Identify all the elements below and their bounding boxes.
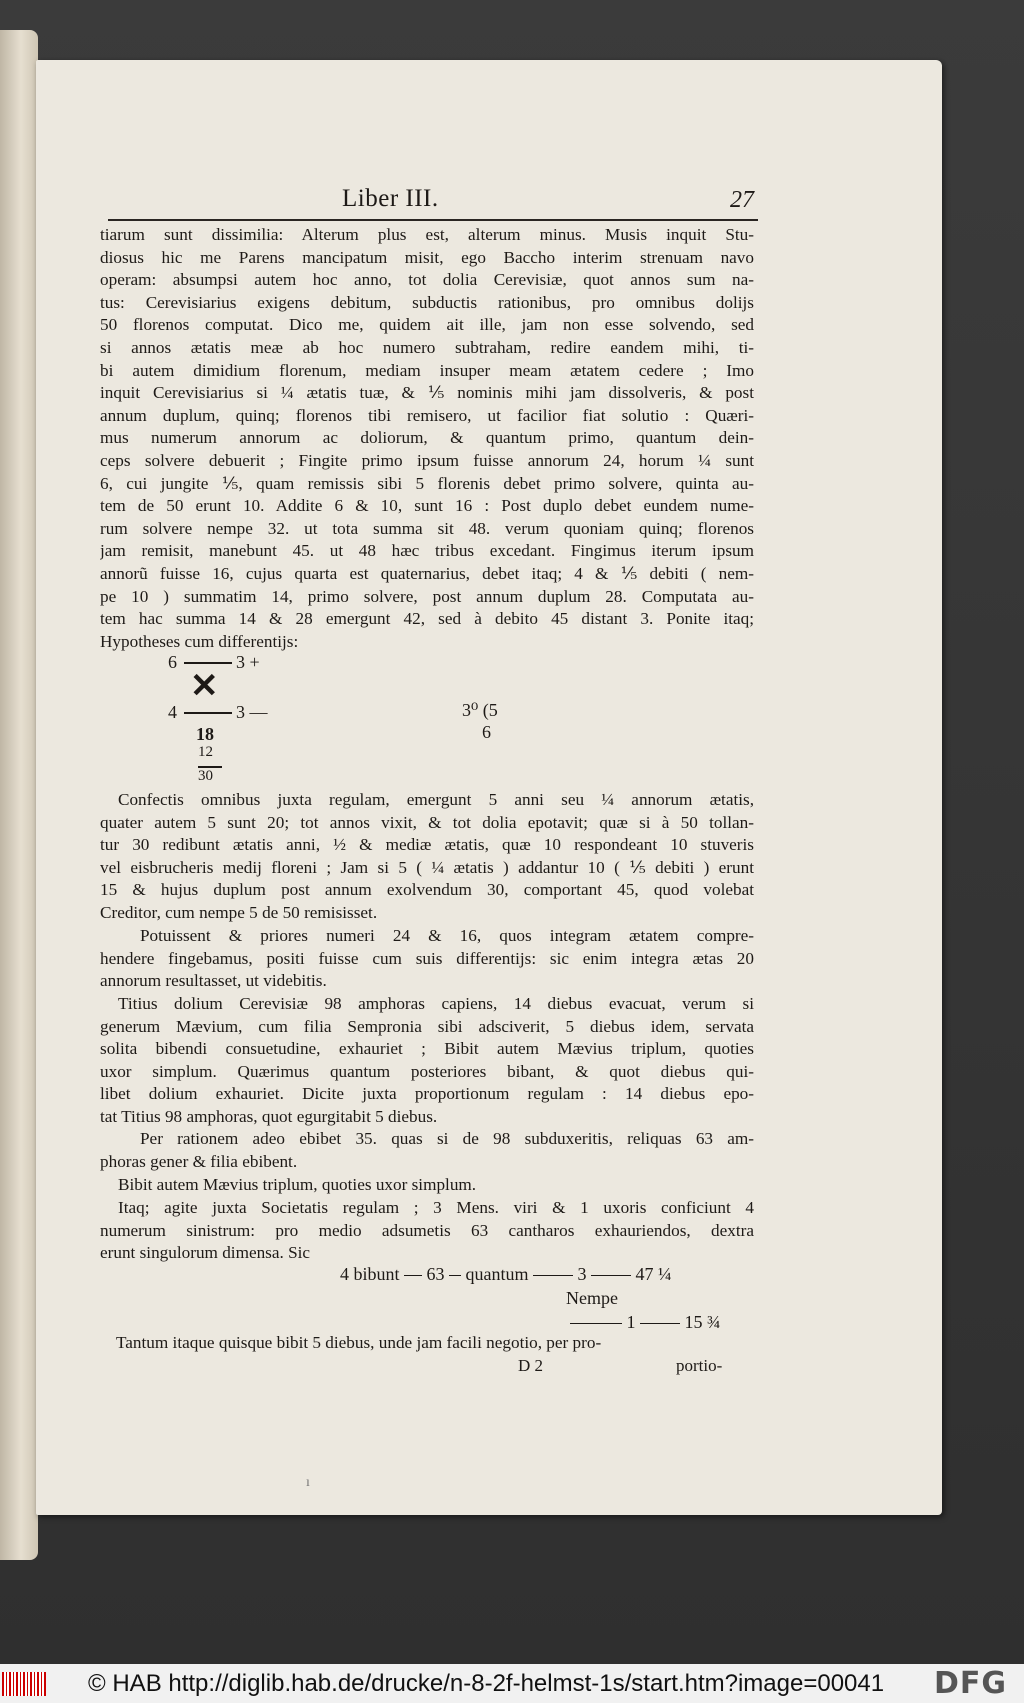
dfg-logo: DFG [934, 1666, 1008, 1701]
text-line: diosus hic me Parens mancipatum misit, ego Baccho interim strenuam navo [100, 247, 754, 267]
proportion-v1: 47 ¼ [635, 1264, 672, 1284]
text-line: Tantum itaque quisque bibit 5 diebus, unde jam facili negotio, per pro- [116, 1333, 602, 1352]
text-line: operam: absumpsi autem hoc anno, tot dolia Cerevisiæ, quot annos sum na- [100, 270, 754, 290]
paragraph-5 [100, 1128, 754, 1173]
text-line: phoras gener & filia ebibent. [100, 1151, 298, 1171]
proportion-row-1 [340, 1264, 672, 1285]
proportion-v2: 15 ¾ [684, 1312, 721, 1332]
text-line: quater autem 5 sunt 20; tot annos vixit, & tot dolia epotavit; quæ si à 50 tollan- [100, 812, 754, 832]
diagram-top-line [184, 662, 232, 664]
text-line: Confectis omnibus juxta regulam, emergunt 5 anni seu ¼ annorum ætatis, [118, 790, 754, 809]
text-line: rum solvere nempe 32. ut tota summa sit 48. verum quoniam quinq; florenos [100, 518, 754, 538]
diagram-side-a: 3⁰ (5 [462, 700, 498, 720]
text-line: Potuissent & priores numeri 24 & 16, quos integram ætatem compre- [140, 926, 754, 945]
text-line: tus: Cerevisiarius exigens debitum, subductis rationibus, pro omnibus dolijs [100, 292, 754, 312]
diagram-sum2: 12 [198, 744, 213, 760]
paragraph-4 [100, 993, 754, 1129]
text-line: tiarum sunt dissimilia: Alterum plus est, alterum minus. Musis inquit Stu- [100, 225, 754, 244]
diagram-sum3: 30 [198, 768, 213, 784]
text-line: Titius dolium Cerevisiæ 98 amphoras capiens, 14 diebus evacuat, verum si [118, 994, 754, 1013]
paragraph-8 [116, 1332, 742, 1355]
proportion-quantum: quantum [465, 1264, 529, 1284]
text-line: hendere fingebamus, positi fuisse cum suis differentijs: sic enim integra ætas 20 [100, 948, 754, 968]
text-line: tem hac summa 14 & 28 emergunt 42, sed à debito 45 distant 3. Ponite itaq; [100, 609, 754, 629]
text-line: pe 10 ) summatim 14, primo solvere, post annum duplum 28. Computata au- [100, 586, 754, 606]
diagram-cross-icon: ✕ [190, 668, 219, 705]
diagram-sum1: 18 [196, 724, 214, 744]
footer-link[interactable]: © HAB http://diglib.hab.de/drucke/n-8-2f-helmst-1s/start.htm?image=00041 [88, 1670, 885, 1697]
text-line: Hypotheses cum differentijs: [100, 631, 299, 651]
text-line: bi autem dimidium florenum, mediam insuper meam ætatem cedere ; Imo [100, 360, 754, 380]
text-line: annorum resultasset, ut videbitis. [100, 971, 327, 991]
proportion-middle: 63 [426, 1264, 445, 1284]
page-mark: ı [306, 1475, 310, 1490]
paragraph-2 [100, 789, 754, 925]
page-number: 27 [730, 187, 754, 213]
diagram-bottom-line [184, 712, 232, 714]
diagram-side-b: 6 [482, 722, 491, 742]
proportion-r1: 3 [577, 1264, 587, 1284]
text-line: libet dolium exhauriet. Dicite juxta proportionum regulam : 14 diebus epo- [100, 1084, 754, 1104]
catchword: portio- [676, 1356, 723, 1375]
text-line: erunt singulorum dimensa. Sic [100, 1243, 311, 1263]
text-line: generum Mævium, cum filia Sempronia sibi adsciverit, 5 diebus idem, servata [100, 1016, 754, 1036]
adjacent-page-edge [0, 30, 38, 1560]
footer-bar [0, 1664, 1024, 1703]
text-line: 6, cui jungite ⅕, quam remissis sibi 5 florenis debet primo solvere, quinta au- [100, 473, 754, 493]
text-line: vel eisbrucheris medij floreni ; Jam si 5 ( ¼ ætatis ) addantur 10 ( ⅕ debiti ) erunt [100, 857, 754, 877]
running-head-title: Liber III. [342, 185, 439, 212]
header-rule [108, 219, 758, 221]
text-line: inquit Cerevisiarius si ¼ ætatis tuæ, & ⅕ nominis mihi jam dissolveris, & post [100, 383, 754, 403]
text-line: si annos ætatis meæ ab hoc numero subtraham, redire eandem mihi, ti- [100, 337, 754, 357]
proportion-row-2 [570, 1312, 721, 1333]
diagram-a: 6 [168, 652, 177, 672]
signature-mark: D 2 [518, 1356, 544, 1375]
diagram-b: 4 [168, 702, 177, 722]
text-line: mus numerum annorum ac doliorum, & quantum primo, quantum dein- [100, 428, 754, 448]
library-barcode-icon [2, 1672, 46, 1696]
text-line: solita bibendi consuetudine, exhauriet ; Bibit autem Mævius triplum, quoties [100, 1039, 754, 1059]
diagram-b-diff: 3 — [236, 702, 268, 722]
paragraph-1 [100, 224, 754, 653]
text-line: uxor simplum. Quærimus quantum posteriores bibant, & quot diebus qui- [100, 1061, 754, 1081]
text-line: annum duplum, quinq; florenos tibi remisero, ut facilior fiat solutio : Quæri- [100, 405, 754, 425]
proportion-r2: 1 [626, 1312, 636, 1332]
text-line: 15 & hujus duplum post annum exolvendum 30, comportant 45, quod volebat [100, 880, 754, 900]
proportion-left: 4 bibunt [340, 1264, 400, 1284]
diagram-a-diff: 3 + [236, 652, 260, 672]
text-line: tur 30 redibunt ætatis anni, ½ & mediæ ætatis, quæ 10 respondeant 10 stuveris [100, 835, 754, 855]
paragraph-3 [100, 925, 754, 993]
paragraph-7 [100, 1197, 754, 1265]
text-line: Itaq; agite juxta Societatis regulam ; 3 Mens. viri & 1 uxoris conficiunt 4 [118, 1198, 754, 1217]
text-line: tat Titius 98 amphoras, quot egurgitabit 5 diebus. [100, 1106, 438, 1126]
text-line: ceps solvere debuerit ; Fingite primo ipsum fuisse annorum 24, horum ¼ sunt [100, 450, 754, 470]
text-line: annorũ fuisse 16, cujus quarta est quaternarius, debet itaq; 4 & ⅕ debiti ( nem- [100, 563, 754, 583]
proportion-nempe: Nempe [566, 1288, 618, 1308]
text-line: Creditor, cum nempe 5 de 50 remisisset. [100, 902, 378, 922]
text-line: 50 florenos computat. Dico me, quidem ait ille, jam non esse solvendo, sed [100, 315, 754, 335]
text-line: numerum sinistrum: pro medio adsumetis 63 cantharos exhauriendos, dextra [100, 1220, 754, 1240]
text-line: Bibit autem Mævius triplum, quoties uxor simplum. [118, 1175, 477, 1194]
text-line: Per rationem adeo ebibet 35. quas si de 98 subduxeritis, reliquas 63 am- [140, 1129, 754, 1148]
paragraph-6 [100, 1174, 754, 1197]
running-head [0, 185, 1024, 215]
text-line: jam remisit, manebunt 45. ut 48 hæc tribus excedant. Fingimus iterum ipsum [100, 541, 754, 561]
text-line: tem de 50 erunt 10. Addite 6 & 10, sunt 16 : Post duplo debet eundem nume- [100, 496, 754, 516]
